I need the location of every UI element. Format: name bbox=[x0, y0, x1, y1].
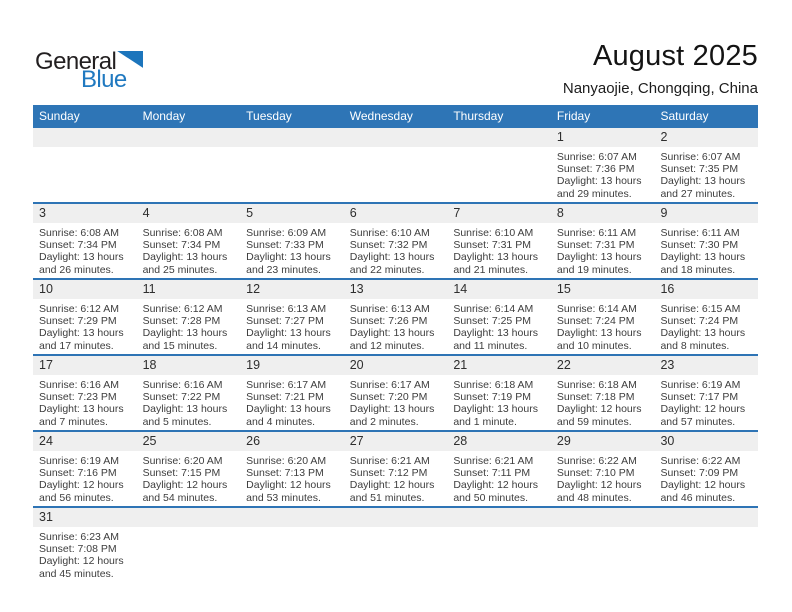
day-cell bbox=[447, 280, 551, 354]
daylight-text-cont: and 8 minutes. bbox=[660, 339, 730, 352]
sunset-text: Sunset: 7:19 PM bbox=[453, 391, 531, 404]
day-details bbox=[453, 379, 548, 428]
day-cell bbox=[654, 204, 758, 278]
day-details bbox=[39, 379, 134, 428]
day-number: 4 bbox=[142, 206, 150, 220]
day-details bbox=[453, 227, 548, 276]
sunset-text: Sunset: 7:34 PM bbox=[39, 239, 117, 252]
day-details bbox=[660, 151, 755, 200]
empty-day-cell bbox=[137, 508, 241, 582]
sunrise-text: Sunrise: 6:14 AM bbox=[453, 303, 534, 315]
daylight-text: Daylight: 12 hours bbox=[349, 479, 435, 492]
title-block bbox=[563, 40, 758, 97]
daylight-text-cont: and 10 minutes. bbox=[556, 339, 632, 352]
sunset-text: Sunset: 7:20 PM bbox=[349, 391, 428, 404]
empty-day-cell bbox=[137, 128, 241, 202]
daylight-text: Daylight: 13 hours bbox=[142, 403, 228, 416]
sunset-text: Sunset: 7:18 PM bbox=[556, 391, 635, 404]
sunset-text: Sunset: 7:16 PM bbox=[39, 467, 117, 480]
sunrise-text: Sunrise: 6:11 AM bbox=[660, 227, 740, 239]
daylight-text: Daylight: 13 hours bbox=[39, 403, 124, 416]
logo-word-blue: Blue bbox=[81, 66, 127, 93]
week-row bbox=[33, 506, 758, 582]
weekday-header-thursday: Thursday bbox=[453, 109, 504, 123]
sunrise-text: Sunrise: 6:16 AM bbox=[142, 379, 223, 391]
daylight-text-cont: and 45 minutes. bbox=[39, 567, 114, 580]
daylight-text-cont: and 11 minutes. bbox=[453, 339, 528, 352]
empty-day-cell bbox=[551, 508, 655, 582]
sunset-text: Sunset: 7:36 PM bbox=[556, 163, 635, 176]
sunrise-text: Sunrise: 6:12 AM bbox=[142, 303, 223, 315]
day-cell bbox=[137, 204, 241, 278]
day-details bbox=[350, 455, 445, 504]
sunrise-text: Sunrise: 6:19 AM bbox=[660, 379, 741, 391]
logo-word-general: General bbox=[35, 48, 117, 75]
daylight-text: Daylight: 13 hours bbox=[660, 327, 746, 340]
sunrise-text: Sunrise: 6:18 AM bbox=[453, 379, 534, 391]
day-number: 17 bbox=[39, 358, 53, 372]
day-cell bbox=[240, 280, 344, 354]
sunrise-text: Sunrise: 6:20 AM bbox=[142, 455, 223, 467]
day-cell bbox=[654, 128, 758, 202]
daylight-text-cont: and 25 minutes. bbox=[142, 263, 218, 276]
daylight-text: Daylight: 12 hours bbox=[246, 479, 331, 492]
day-details bbox=[39, 455, 134, 504]
daylight-text-cont: and 14 minutes. bbox=[246, 339, 321, 352]
sunrise-text: Sunrise: 6:11 AM bbox=[556, 227, 637, 239]
day-cell bbox=[654, 432, 758, 506]
daylight-text: Daylight: 13 hours bbox=[246, 403, 331, 416]
day-number: 18 bbox=[142, 358, 157, 372]
daylight-text: Daylight: 13 hours bbox=[39, 251, 124, 264]
day-number: 3 bbox=[39, 206, 46, 220]
daylight-text-cont: and 46 minutes. bbox=[660, 491, 736, 504]
day-details bbox=[350, 227, 445, 276]
weekday-header-wednesday: Wednesday bbox=[349, 109, 413, 123]
day-number: 31 bbox=[39, 510, 53, 524]
daylight-text-cont: and 51 minutes. bbox=[349, 491, 425, 504]
location-subtitle: Nanyaojie, Chongqing, China bbox=[562, 80, 758, 97]
day-number: 15 bbox=[556, 282, 571, 296]
weekday-header-tuesday: Tuesday bbox=[246, 109, 292, 123]
day-cell bbox=[344, 204, 448, 278]
sunset-text: Sunset: 7:09 PM bbox=[660, 467, 739, 480]
sunrise-text: Sunrise: 6:10 AM bbox=[453, 227, 534, 239]
daylight-text: Daylight: 13 hours bbox=[142, 251, 228, 264]
day-number: 2 bbox=[660, 130, 668, 144]
daylight-text: Daylight: 12 hours bbox=[142, 479, 228, 492]
sunrise-text: Sunrise: 6:08 AM bbox=[39, 227, 119, 239]
daylight-text-cont: and 17 minutes. bbox=[39, 339, 114, 352]
sunset-text: Sunset: 7:17 PM bbox=[660, 391, 739, 404]
daylight-text-cont: and 12 minutes. bbox=[349, 339, 425, 352]
sunrise-text: Sunrise: 6:17 AM bbox=[246, 379, 327, 391]
month-title: August 2025 bbox=[592, 40, 758, 72]
daylight-text: Daylight: 13 hours bbox=[142, 327, 228, 340]
daylight-text: Daylight: 12 hours bbox=[453, 479, 538, 492]
empty-day-cell bbox=[240, 128, 344, 202]
sunrise-text: Sunrise: 6:15 AM bbox=[660, 303, 741, 315]
sunrise-text: Sunrise: 6:10 AM bbox=[349, 227, 430, 239]
sunset-text: Sunset: 7:11 PM bbox=[453, 467, 531, 480]
daylight-text-cont: and 5 minutes. bbox=[142, 415, 212, 428]
day-details bbox=[660, 455, 755, 504]
daylight-text: Daylight: 13 hours bbox=[349, 251, 435, 264]
daylight-text-cont: and 48 minutes. bbox=[556, 491, 632, 504]
sunset-text: Sunset: 7:33 PM bbox=[246, 239, 324, 252]
week-row bbox=[33, 430, 758, 506]
sunrise-text: Sunrise: 6:19 AM bbox=[39, 455, 119, 467]
sunset-text: Sunset: 7:31 PM bbox=[556, 239, 635, 252]
sunrise-text: Sunrise: 6:22 AM bbox=[660, 455, 741, 467]
sunrise-text: Sunrise: 6:14 AM bbox=[556, 303, 637, 315]
sunset-text: Sunset: 7:24 PM bbox=[660, 315, 739, 328]
day-cell bbox=[551, 432, 655, 506]
sunset-text: Sunset: 7:15 PM bbox=[142, 467, 221, 480]
day-cell bbox=[137, 356, 241, 430]
day-number: 9 bbox=[660, 206, 668, 220]
sunrise-text: Sunrise: 6:16 AM bbox=[39, 379, 119, 391]
daylight-text: Daylight: 13 hours bbox=[453, 251, 538, 264]
empty-day-cell bbox=[240, 508, 344, 582]
weekday-header-saturday: Saturday bbox=[660, 109, 709, 123]
sunrise-text: Sunrise: 6:09 AM bbox=[246, 227, 327, 239]
sunrise-text: Sunrise: 6:21 AM bbox=[349, 455, 430, 467]
sunrise-text: Sunrise: 6:12 AM bbox=[39, 303, 119, 315]
sunset-text: Sunset: 7:08 PM bbox=[39, 543, 117, 556]
sunrise-text: Sunrise: 6:07 AM bbox=[556, 151, 637, 163]
weekday-header-sunday: Sunday bbox=[39, 109, 80, 123]
sunset-text: Sunset: 7:23 PM bbox=[39, 391, 117, 404]
daylight-text: Daylight: 13 hours bbox=[349, 327, 435, 340]
empty-day-cell bbox=[344, 508, 448, 582]
day-details bbox=[660, 303, 755, 352]
day-number: 5 bbox=[246, 206, 254, 220]
daylight-text-cont: and 4 minutes. bbox=[246, 415, 316, 428]
empty-day-cell bbox=[447, 128, 551, 202]
sunrise-text: Sunrise: 6:23 AM bbox=[39, 531, 119, 543]
sunset-text: Sunset: 7:30 PM bbox=[660, 239, 739, 252]
day-number: 13 bbox=[349, 282, 364, 296]
empty-day-cell bbox=[344, 128, 448, 202]
weekday-header-monday: Monday bbox=[142, 109, 186, 123]
daylight-text: Daylight: 12 hours bbox=[660, 479, 746, 492]
day-number: 8 bbox=[556, 206, 564, 220]
day-details bbox=[557, 455, 652, 504]
day-details bbox=[39, 531, 134, 580]
weekday-header-friday: Friday bbox=[556, 109, 591, 123]
daylight-text-cont: and 56 minutes. bbox=[39, 491, 114, 504]
day-cell bbox=[33, 280, 137, 354]
day-number: 1 bbox=[556, 130, 564, 144]
empty-day-cell bbox=[33, 128, 137, 202]
day-number: 29 bbox=[556, 434, 571, 448]
sunrise-text: Sunrise: 6:17 AM bbox=[349, 379, 430, 391]
calendar-weeks bbox=[33, 128, 758, 582]
daylight-text-cont: and 29 minutes. bbox=[556, 187, 632, 200]
daylight-text-cont: and 59 minutes. bbox=[556, 415, 632, 428]
daylight-text: Daylight: 13 hours bbox=[453, 403, 538, 416]
sunrise-text: Sunrise: 6:22 AM bbox=[556, 455, 637, 467]
sunset-text: Sunset: 7:10 PM bbox=[556, 467, 635, 480]
day-cell bbox=[240, 432, 344, 506]
day-number: 19 bbox=[246, 358, 261, 372]
day-details bbox=[246, 303, 341, 352]
day-number: 14 bbox=[453, 282, 468, 296]
sunset-text: Sunset: 7:21 PM bbox=[246, 391, 324, 404]
day-number: 23 bbox=[660, 358, 675, 372]
daylight-text: Daylight: 12 hours bbox=[556, 479, 642, 492]
generalblue-logo bbox=[35, 50, 143, 92]
day-cell bbox=[344, 356, 448, 430]
day-number: 20 bbox=[349, 358, 364, 372]
daylight-text: Daylight: 12 hours bbox=[39, 479, 124, 492]
daylight-text-cont: and 19 minutes. bbox=[556, 263, 632, 276]
day-cell bbox=[654, 280, 758, 354]
day-cell bbox=[447, 356, 551, 430]
sunset-text: Sunset: 7:29 PM bbox=[39, 315, 117, 328]
daylight-text: Daylight: 13 hours bbox=[660, 251, 746, 264]
day-cell bbox=[240, 356, 344, 430]
week-row bbox=[33, 128, 758, 202]
calendar-table bbox=[33, 105, 758, 582]
daylight-text: Daylight: 13 hours bbox=[556, 175, 642, 188]
day-details bbox=[143, 379, 238, 428]
day-details bbox=[246, 455, 341, 504]
daylight-text-cont: and 57 minutes. bbox=[660, 415, 736, 428]
day-details bbox=[143, 227, 238, 276]
day-number: 28 bbox=[453, 434, 468, 448]
day-number: 6 bbox=[349, 206, 357, 220]
week-cells bbox=[33, 432, 758, 506]
day-details bbox=[39, 227, 134, 276]
day-number: 11 bbox=[142, 282, 156, 296]
day-cell bbox=[654, 356, 758, 430]
sunset-text: Sunset: 7:32 PM bbox=[349, 239, 428, 252]
daylight-text: Daylight: 13 hours bbox=[556, 251, 642, 264]
daylight-text-cont: and 23 minutes. bbox=[246, 263, 321, 276]
day-cell bbox=[240, 204, 344, 278]
day-cell bbox=[551, 280, 655, 354]
day-details bbox=[453, 303, 548, 352]
day-cell bbox=[33, 508, 137, 582]
daylight-text-cont: and 21 minutes. bbox=[453, 263, 529, 276]
day-details bbox=[660, 379, 755, 428]
day-details bbox=[557, 379, 652, 428]
daylight-text: Daylight: 13 hours bbox=[660, 175, 746, 188]
day-number: 30 bbox=[660, 434, 675, 448]
sunset-text: Sunset: 7:12 PM bbox=[349, 467, 428, 480]
day-number: 27 bbox=[349, 434, 364, 448]
daylight-text-cont: and 22 minutes. bbox=[349, 263, 425, 276]
sunset-text: Sunset: 7:31 PM bbox=[453, 239, 531, 252]
daylight-text-cont: and 2 minutes. bbox=[349, 415, 419, 428]
day-details bbox=[557, 303, 652, 352]
day-details bbox=[557, 227, 652, 276]
daylight-text-cont: and 27 minutes. bbox=[660, 187, 736, 200]
day-cell bbox=[137, 280, 241, 354]
day-number: 25 bbox=[142, 434, 157, 448]
sunrise-text: Sunrise: 6:13 AM bbox=[349, 303, 430, 315]
week-cells bbox=[33, 356, 758, 430]
daylight-text-cont: and 7 minutes. bbox=[39, 415, 108, 428]
daylight-text: Daylight: 13 hours bbox=[349, 403, 435, 416]
day-details bbox=[557, 151, 652, 200]
day-number: 10 bbox=[39, 282, 53, 296]
week-cells bbox=[33, 204, 758, 278]
daylight-text-cont: and 18 minutes. bbox=[660, 263, 736, 276]
day-number: 16 bbox=[660, 282, 675, 296]
sunset-text: Sunset: 7:27 PM bbox=[246, 315, 324, 328]
day-cell bbox=[33, 356, 137, 430]
sunrise-text: Sunrise: 6:20 AM bbox=[246, 455, 327, 467]
day-details bbox=[246, 227, 341, 276]
day-details bbox=[246, 379, 341, 428]
week-cells bbox=[33, 508, 758, 582]
sunset-text: Sunset: 7:24 PM bbox=[556, 315, 635, 328]
day-details bbox=[453, 455, 548, 504]
week-cells bbox=[33, 280, 758, 354]
weekday-header-row bbox=[33, 105, 758, 128]
week-row bbox=[33, 354, 758, 430]
daylight-text: Daylight: 13 hours bbox=[246, 251, 331, 264]
sunset-text: Sunset: 7:28 PM bbox=[142, 315, 221, 328]
daylight-text-cont: and 53 minutes. bbox=[246, 491, 321, 504]
day-number: 26 bbox=[246, 434, 261, 448]
day-cell bbox=[344, 432, 448, 506]
week-cells bbox=[33, 128, 758, 202]
day-number: 7 bbox=[453, 206, 461, 220]
day-details bbox=[350, 303, 445, 352]
day-details bbox=[660, 227, 755, 276]
week-row bbox=[33, 202, 758, 278]
sunrise-text: Sunrise: 6:08 AM bbox=[142, 227, 223, 239]
daylight-text: Daylight: 13 hours bbox=[39, 327, 124, 340]
daylight-text-cont: and 15 minutes. bbox=[142, 339, 218, 352]
daylight-text: Daylight: 12 hours bbox=[556, 403, 642, 416]
week-row bbox=[33, 278, 758, 354]
sunset-text: Sunset: 7:34 PM bbox=[142, 239, 221, 252]
empty-day-cell bbox=[447, 508, 551, 582]
sunrise-text: Sunrise: 6:13 AM bbox=[246, 303, 327, 315]
day-cell bbox=[344, 280, 448, 354]
day-cell bbox=[33, 204, 137, 278]
sunrise-text: Sunrise: 6:21 AM bbox=[453, 455, 534, 467]
day-number: 12 bbox=[246, 282, 261, 296]
sunset-text: Sunset: 7:25 PM bbox=[453, 315, 531, 328]
day-number: 22 bbox=[556, 358, 571, 372]
day-cell bbox=[33, 432, 137, 506]
day-details bbox=[143, 455, 238, 504]
daylight-text: Daylight: 12 hours bbox=[660, 403, 746, 416]
sunset-text: Sunset: 7:26 PM bbox=[349, 315, 428, 328]
day-cell bbox=[447, 204, 551, 278]
daylight-text: Daylight: 13 hours bbox=[246, 327, 331, 340]
daylight-text: Daylight: 13 hours bbox=[556, 327, 642, 340]
day-cell bbox=[551, 356, 655, 430]
day-details bbox=[39, 303, 134, 352]
sunrise-text: Sunrise: 6:07 AM bbox=[660, 151, 741, 163]
sunset-text: Sunset: 7:35 PM bbox=[660, 163, 739, 176]
day-number: 24 bbox=[39, 434, 53, 448]
daylight-text: Daylight: 12 hours bbox=[39, 555, 124, 568]
day-cell bbox=[447, 432, 551, 506]
daylight-text-cont: and 54 minutes. bbox=[142, 491, 218, 504]
daylight-text-cont: and 26 minutes. bbox=[39, 263, 114, 276]
day-details bbox=[350, 379, 445, 428]
daylight-text-cont: and 1 minute. bbox=[453, 415, 517, 428]
sunset-text: Sunset: 7:13 PM bbox=[246, 467, 324, 480]
empty-day-cell bbox=[654, 508, 758, 582]
day-cell bbox=[551, 128, 655, 202]
day-number: 21 bbox=[453, 358, 468, 372]
sunset-text: Sunset: 7:22 PM bbox=[142, 391, 221, 404]
sunrise-text: Sunrise: 6:18 AM bbox=[556, 379, 637, 391]
daylight-text-cont: and 50 minutes. bbox=[453, 491, 529, 504]
day-cell bbox=[137, 432, 241, 506]
day-details bbox=[143, 303, 238, 352]
daylight-text: Daylight: 13 hours bbox=[453, 327, 538, 340]
day-cell bbox=[551, 204, 655, 278]
